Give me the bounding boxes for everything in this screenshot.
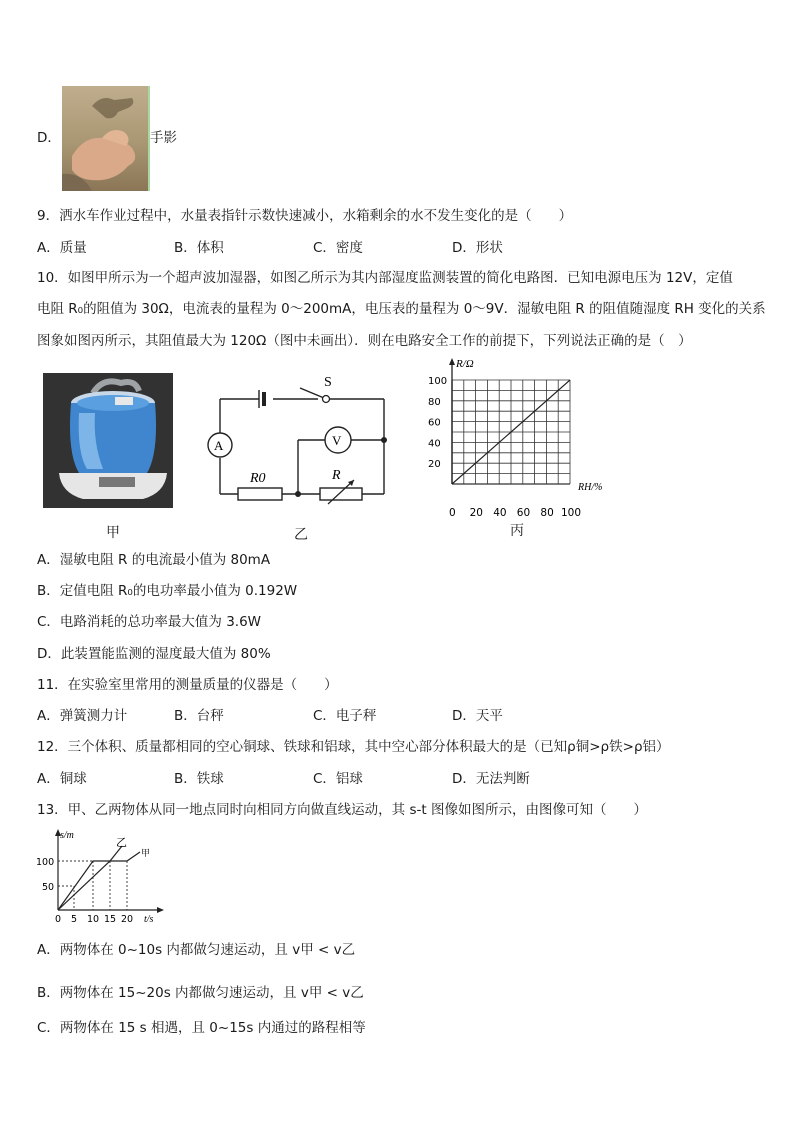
q9-option-b[interactable]: B．体积 (174, 240, 224, 256)
q9-option-a[interactable]: A．质量 (37, 240, 87, 256)
r-label: R (332, 468, 341, 483)
st-line-jia-label: 甲 (141, 849, 151, 859)
st-ytick-100: 100 (36, 857, 55, 868)
st-graph-xlabel: t/s (144, 914, 154, 925)
q10-stem-line3: 图象如图丙所示，其阻值最大为 120Ω（图中未画出）．则在电路安全工作的前提下，下列说法正确的是（ ） (37, 333, 692, 349)
q10-option-b[interactable]: B．定值电阻 R₀的电功率最小值为 0.192W (37, 583, 298, 599)
caption-bing: 丙 (510, 523, 524, 539)
q10-option-d[interactable]: D．此装置能监测的湿度最大值为 80% (37, 646, 271, 662)
hand-shadow-image (62, 86, 150, 191)
rh-ytick: 100 (428, 376, 448, 387)
rh-graph-xlabel: RH/% (578, 482, 603, 493)
q12-option-b[interactable]: B．铁球 (174, 771, 224, 787)
option-d-label: D． (37, 130, 61, 146)
rh-graph-ylabel: R/Ω (456, 358, 474, 370)
q9-option-d[interactable]: D．形状 (452, 240, 503, 256)
q10-stem-line1: 10．如图甲所示为一个超声波加湿器，如图乙所示为其内部湿度监测装置的简化电路图．已知电源电压为 12V，定值 (37, 270, 733, 286)
rh-xtick: 60 (516, 507, 531, 519)
rh-ytick: 40 (428, 438, 441, 450)
q11-option-d[interactable]: D．天平 (452, 708, 503, 724)
caption-jia: 甲 (106, 525, 120, 541)
st-line-yi-label: 乙 (116, 836, 127, 849)
q11-option-a[interactable]: A．弹簧测力计 (37, 708, 128, 724)
q10-option-a[interactable]: A．湿敏电阻 R 的电流最小值为 80mA (37, 552, 271, 568)
r0-label: R0 (250, 471, 266, 486)
st-ytick-50: 50 (42, 882, 55, 893)
q13-option-b[interactable]: B．两物体在 15~20s 内都做匀速运动，且 v甲 < v乙 (37, 985, 364, 1001)
q10-option-c[interactable]: C．电路消耗的总功率最大值为 3.6W (37, 614, 262, 630)
q11-stem: 11．在实验室里常用的测量质量的仪器是（ ） (37, 677, 338, 693)
q12-option-c[interactable]: C．铝球 (313, 771, 363, 787)
humidifier-image (43, 373, 173, 508)
caption-yi: 乙 (294, 527, 308, 543)
switch-contact (323, 396, 330, 403)
q11-options (37, 706, 503, 726)
q12-stem: 12．三个体积、质量都相同的空心铜球、铁球和铝球，其中空心部分体积最大的是（已知ρ铜>ρ铁>ρ铝） (37, 739, 670, 755)
ammeter-label: A (214, 438, 224, 453)
q13-option-a[interactable]: A．两物体在 0~10s 内都做匀速运动，且 v甲 < v乙 (37, 942, 356, 958)
st-graph-ylabel: s/m (60, 830, 74, 841)
voltmeter-label: V (332, 433, 342, 448)
q11-option-b[interactable]: B．台秤 (174, 708, 224, 724)
st-xtick-15: 15 (104, 914, 117, 925)
st-xtick-20: 20 (121, 914, 134, 925)
rh-ytick: 20 (428, 459, 441, 471)
rh-xtick: 100 (561, 507, 582, 519)
q10-stem-line2: 电阻 R₀的阻值为 30Ω，电流表的量程为 0～200mA，电压表的量程为 0～9V．湿敏电阻 R 的阻值随湿度 RH 变化的关系 (37, 301, 766, 317)
rh-xtick: 0 (449, 507, 456, 519)
st-xtick-0: 0 (55, 914, 62, 925)
q9-option-c[interactable]: C．密度 (313, 240, 363, 256)
rh-ytick: 60 (428, 417, 441, 429)
rh-ytick: 80 (428, 396, 441, 408)
rh-xtick: 40 (493, 507, 507, 519)
junction-dot (381, 437, 387, 443)
q9-stem: 9．洒水车作业过程中，水量表指针示数快速减小，水箱剩余的水不发生变化的是（ ） (37, 208, 573, 224)
r0-resistor (238, 488, 282, 500)
q12-options (37, 769, 530, 789)
q13-option-c[interactable]: C．两物体在 15 s 相遇，且 0~15s 内通过的路程相等 (37, 1020, 366, 1036)
switch-label: S (324, 375, 332, 390)
rh-xtick: 20 (469, 507, 483, 519)
q12-option-d[interactable]: D．无法判断 (452, 771, 530, 787)
circuit-diagram (200, 370, 400, 520)
st-xtick-5: 5 (71, 914, 78, 925)
junction-dot (295, 491, 301, 497)
rh-graph (424, 356, 620, 524)
q13-stem: 13．甲、乙两物体从同一地点同时向相同方向做直线运动，其 s-t 图像如图所示，由图像可知（ ） (37, 802, 647, 818)
option-d-text: 手影 (150, 130, 177, 146)
r-resistor (320, 488, 362, 500)
q11-option-c[interactable]: C．电子秤 (313, 708, 377, 724)
st-graph (36, 826, 176, 928)
q12-option-a[interactable]: A．铜球 (37, 771, 87, 787)
rh-xtick: 80 (540, 507, 554, 519)
st-xtick-10: 10 (87, 914, 100, 925)
q9-options (37, 238, 503, 258)
